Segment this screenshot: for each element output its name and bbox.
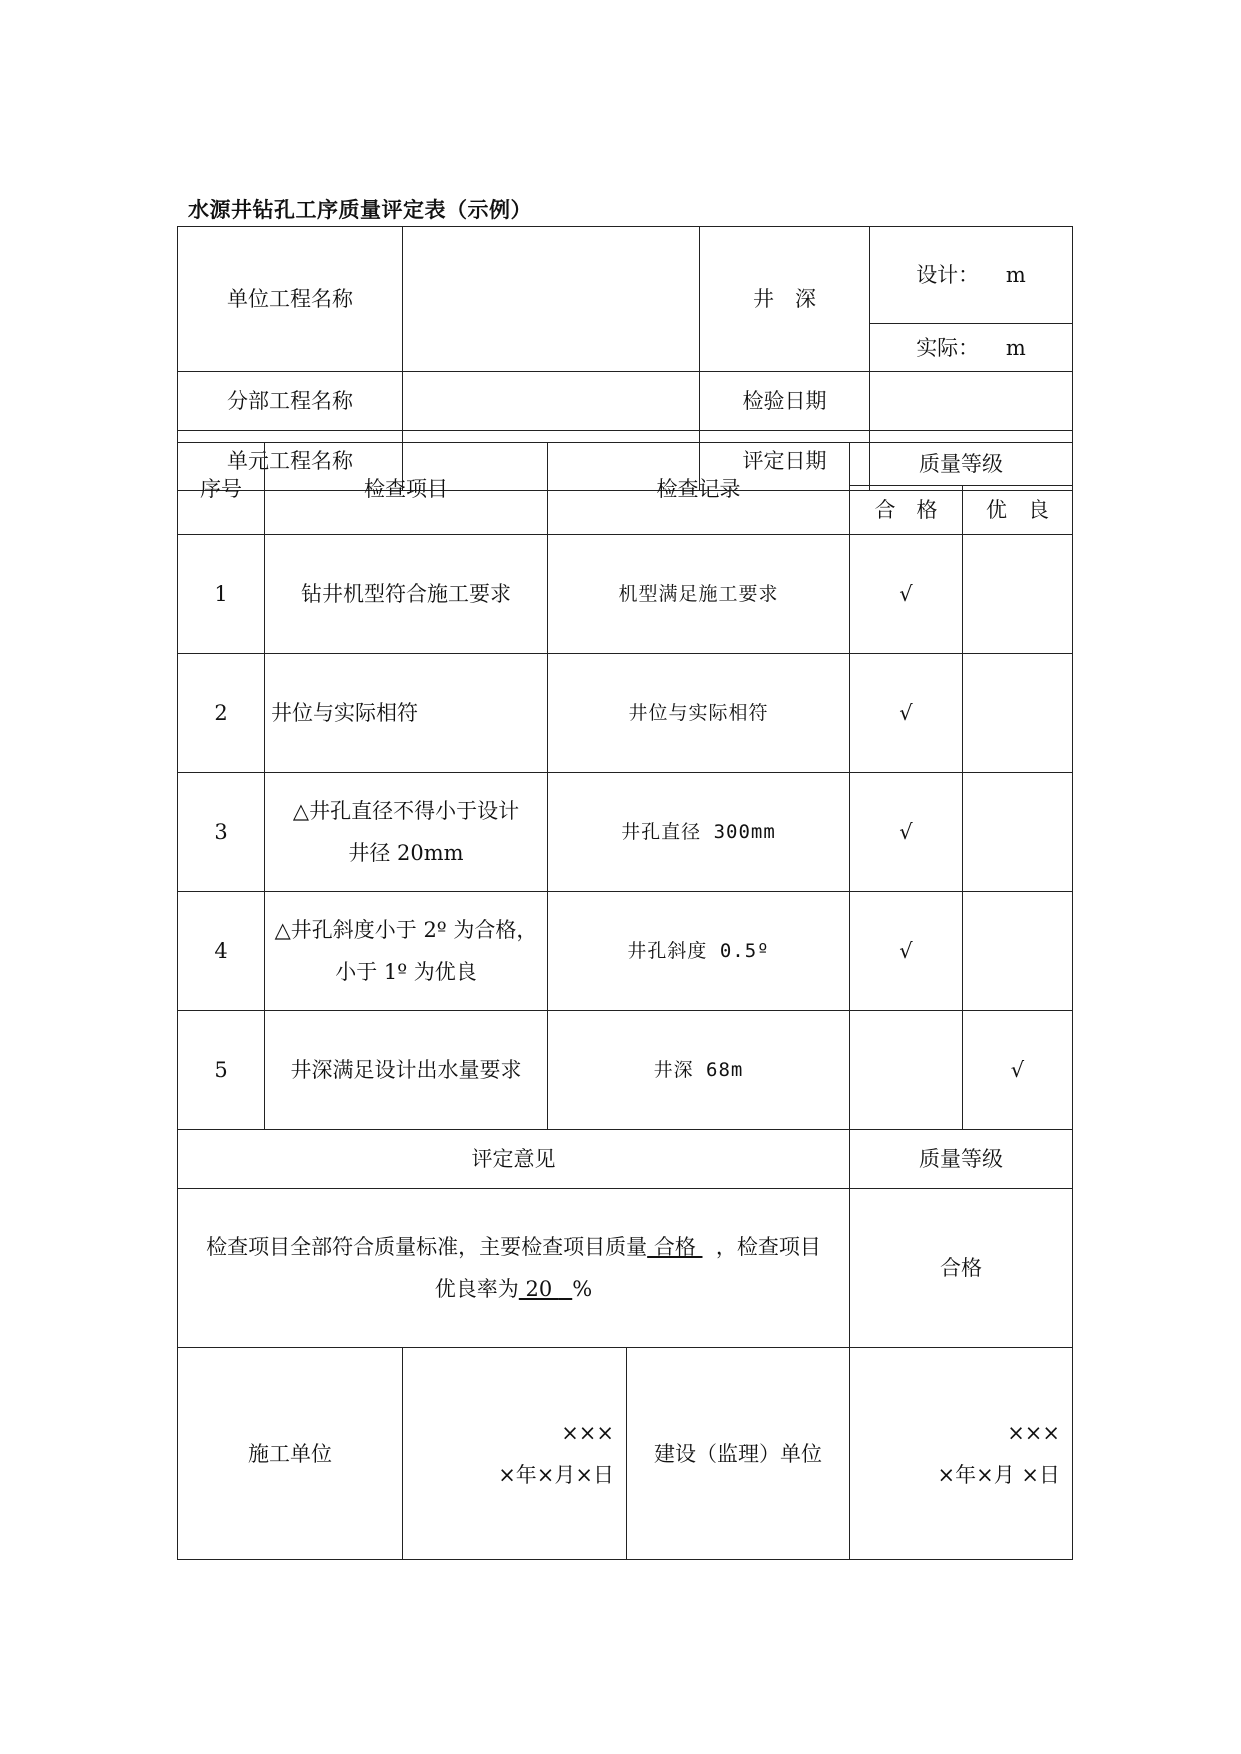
row-pass-check[interactable]: √ (850, 535, 963, 654)
row-item (265, 892, 548, 1011)
main-quality-value[interactable]: 合格 (647, 1235, 703, 1259)
actual-label: 实际： (916, 335, 980, 360)
row-record[interactable]: 井孔直径 300mm (548, 773, 850, 892)
row-excellent-check[interactable] (963, 892, 1073, 1011)
inspection-table (177, 442, 1073, 1348)
row-excellent-check[interactable] (963, 654, 1073, 773)
construction-date: ×年×月×日 (498, 1462, 614, 1487)
opinion-text-part: 优良率为 (434, 1277, 519, 1301)
row-seq: 5 (178, 1011, 265, 1130)
row-item (265, 654, 548, 773)
supervision-signature[interactable] (850, 1348, 1073, 1560)
row-item-line: 井深满足设计出水量要求 (290, 1058, 522, 1082)
row-item (265, 1011, 548, 1130)
row-item-line: △井孔直径不得小于设计 (292, 799, 520, 823)
construction-name: ××× (561, 1420, 614, 1445)
opinion-text-part: 检查项目全部符合质量标准，主要检查项目质量 (206, 1235, 648, 1259)
row-record[interactable]: 井孔斜度 0.5º (548, 892, 850, 1011)
opinion-text-part: % (572, 1277, 593, 1301)
grade-label: 质量等级 (850, 1130, 1073, 1189)
col-seq-header: 序号 (178, 443, 265, 535)
table-row (178, 892, 1073, 1011)
row-pass-check[interactable]: √ (850, 654, 963, 773)
col-item-header: 检查项目 (265, 443, 548, 535)
inspection-date-label: 检验日期 (700, 372, 870, 431)
opinion-text-part: ，检查项目 (715, 1235, 821, 1259)
row-pass-check[interactable] (850, 1011, 963, 1130)
row-pass-check[interactable]: √ (850, 773, 963, 892)
opinion-label: 评定意见 (178, 1130, 850, 1189)
actual-depth-cell[interactable] (870, 324, 1073, 372)
col-grade-header: 质量等级 (850, 443, 1073, 486)
grade-value[interactable]: 合格 (850, 1189, 1073, 1348)
row-excellent-check[interactable] (963, 535, 1073, 654)
row-item (265, 773, 548, 892)
row-seq: 1 (178, 535, 265, 654)
well-depth-label: 井 深 (700, 227, 870, 372)
table-row (178, 535, 1073, 654)
row-excellent-check[interactable] (963, 773, 1073, 892)
row-item (265, 535, 548, 654)
signature-table (177, 1347, 1073, 1560)
construction-signature[interactable] (403, 1348, 627, 1560)
row-seq: 4 (178, 892, 265, 1011)
sub-project-label: 分部工程名称 (178, 372, 403, 431)
row-item-line: 小于 1º 为优良 (335, 960, 477, 984)
opinion-text (178, 1189, 850, 1348)
supervision-date: ×年×月 ×日 (937, 1462, 1060, 1487)
row-record[interactable]: 井位与实际相符 (548, 654, 850, 773)
row-record[interactable]: 井深 68m (548, 1011, 850, 1130)
row-item-line: △井孔斜度小于 2º 为合格， (274, 918, 538, 942)
col-pass-header: 合 格 (850, 486, 963, 535)
design-depth-cell[interactable] (870, 227, 1073, 324)
element-project-label: 单元工程名称 (178, 431, 403, 491)
supervision-unit-label: 建设（监理）单位 (627, 1348, 850, 1560)
actual-unit: m (1005, 335, 1026, 360)
design-label: 设计： (916, 263, 980, 287)
table-row (178, 773, 1073, 892)
row-record[interactable]: 机型满足施工要求 (548, 535, 850, 654)
inspection-date-value[interactable] (870, 372, 1073, 431)
sub-project-value[interactable] (403, 372, 700, 431)
row-item-line: 井位与实际相符 (271, 701, 418, 725)
unit-project-label: 单位工程名称 (178, 227, 403, 372)
row-seq: 2 (178, 654, 265, 773)
table-row (178, 654, 1073, 773)
table-row (178, 1011, 1073, 1130)
row-item-line: 井径 20mm (348, 841, 464, 865)
assessment-date-label: 评定日期 (700, 431, 870, 491)
col-record-header: 检查记录 (548, 443, 850, 535)
supervision-name: ××× (1007, 1420, 1060, 1445)
row-excellent-check[interactable]: √ (963, 1011, 1073, 1130)
row-pass-check[interactable]: √ (850, 892, 963, 1011)
row-item-line: 钻井机型符合施工要求 (301, 582, 511, 606)
excellent-rate-value[interactable]: 20 (518, 1277, 559, 1301)
unit-project-value[interactable] (403, 227, 700, 372)
design-unit: m (1005, 263, 1026, 287)
construction-unit-label: 施工单位 (178, 1348, 403, 1560)
row-seq: 3 (178, 773, 265, 892)
col-excellent-header: 优 良 (963, 486, 1073, 535)
page-title: 水源井钻孔工序质量评定表（示例） (188, 198, 532, 222)
